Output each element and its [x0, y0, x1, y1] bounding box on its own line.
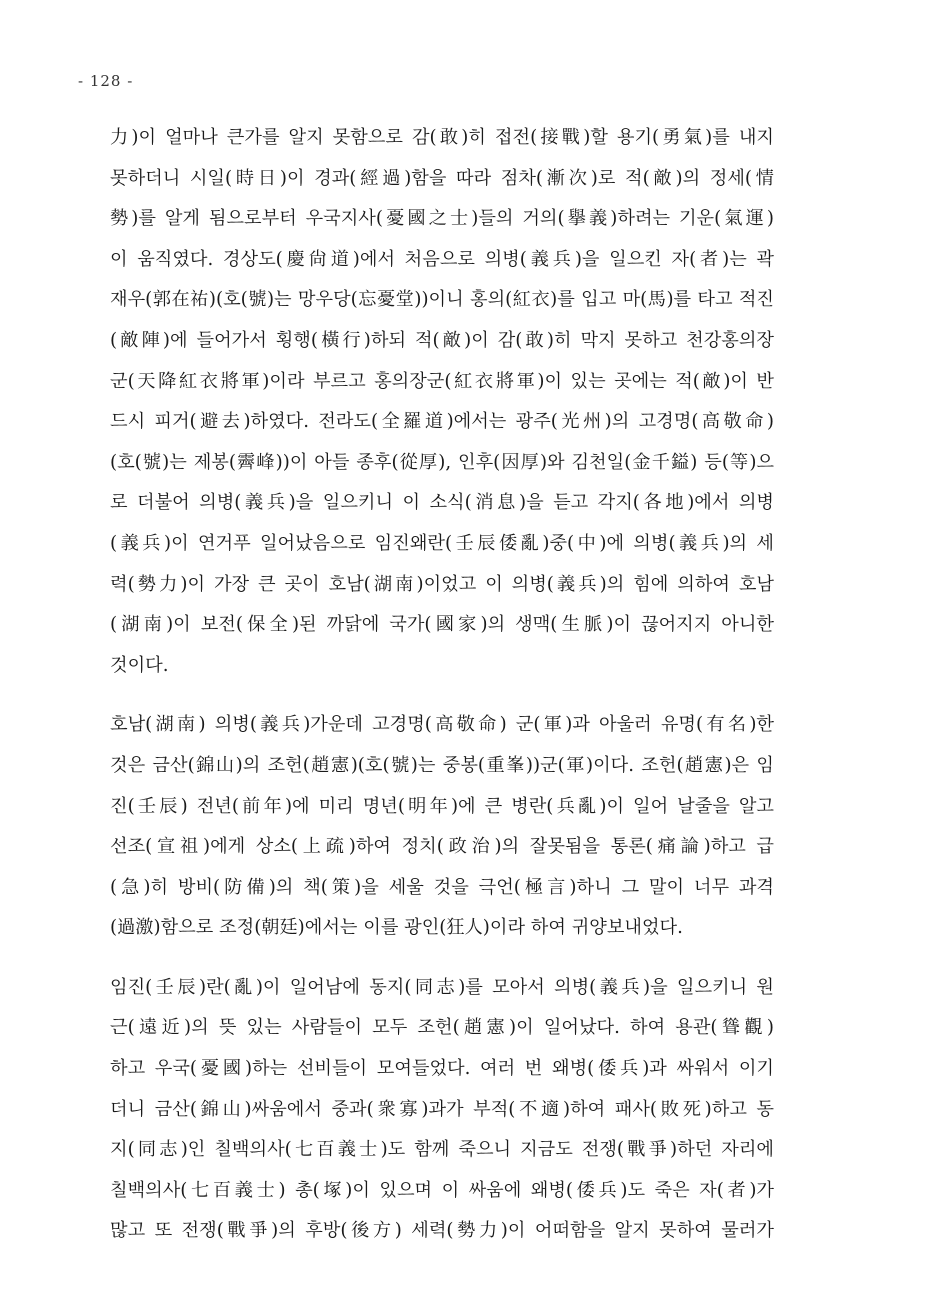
text-line: (義兵)이 연거푸 일어났음으로 임진왜란(壬辰倭亂)중(中)에 의병(義兵)의 세	[110, 532, 774, 554]
text-line: 하고 우국(憂國)하는 선비들이 모여들었다. 여러 번 왜병(倭兵)과 싸워서 이기	[110, 1058, 774, 1080]
text-line: 것이다.	[110, 654, 169, 676]
text-line: 勢)를 알게 됨으로부터 우국지사(憂國之士)들의 거의(擧義)하려는 기운(氣運)	[110, 208, 774, 230]
text-line: 재우(郭在祐)(호(號)는 망우당(忘憂堂))이니 홍의(紅衣)를 입고 마(馬)를 타고 적진	[110, 289, 774, 311]
paragraph	[110, 118, 774, 686]
text-line: (過激)함으로 조정(朝廷)에서는 이를 광인(狂人)이라 하여 귀양보내었다.	[110, 917, 683, 939]
text-line: 이 움직였다. 경상도(慶尙道)에서 처음으로 의병(義兵)을 일으킨 자(者)는 곽	[110, 248, 774, 270]
text-line: 칠백의사(七百義士) 총(塚)이 있으며 이 싸움에 왜병(倭兵)도 죽은 자(者)가	[110, 1179, 774, 1201]
text-line: 군(天降紅衣將軍)이라 부르고 홍의장군(紅衣將軍)이 있는 곳에는 적(敵)이 반	[110, 370, 774, 392]
text-line: (急)히 방비(防備)의 책(策)을 세울 것을 극언(極言)하니 그 말이 너무 과격	[110, 876, 774, 898]
text-line: 력(勢力)이 가장 큰 곳이 호남(湖南)이었고 이 의병(義兵)의 힘에 의하여 호남	[110, 573, 774, 595]
text-line: 지(同志)인 칠백의사(七百義士)도 함께 죽으니 지금도 전쟁(戰爭)하던 자리에	[110, 1139, 774, 1161]
page-number: - 128 -	[78, 72, 134, 90]
text-line: (湖南)이 보전(保全)된 까닭에 국가(國家)의 생맥(生脈)이 끊어지지 아니한	[110, 614, 774, 636]
text-line: 것은 금산(錦山)의 조헌(趙憲)(호(號)는 중봉(重峯))군(軍)이다. 조헌(趙憲)은 임	[110, 754, 774, 776]
text-line: 드시 피거(避去)하였다. 전라도(全羅道)에서는 광주(光州)의 고경명(高敬命)	[110, 411, 774, 433]
text-line: 임진(壬辰)란(亂)이 일어남에 동지(同志)를 모아서 의병(義兵)을 일으키니 원	[110, 976, 774, 998]
text-line: 力)이 얼마나 큰가를 알지 못함으로 감(敢)히 접전(接戰)할 용기(勇氣)를 내지	[110, 127, 774, 148]
text-line: (敵陣)에 들어가서 횡행(橫行)하되 적(敵)이 감(敢)히 막지 못하고 천강홍의장	[110, 329, 774, 351]
text-line: 진(壬辰) 전년(前年)에 미리 명년(明年)에 큰 병란(兵亂)이 일어 날줄을 알고	[110, 795, 774, 817]
body-text	[110, 118, 774, 1271]
text-line: 못하더니 시일(時日)이 경과(經過)함을 따라 점차(漸次)로 적(敵)의 정세(情	[110, 167, 774, 189]
text-line: 많고 또 전쟁(戰爭)의 후방(後方) 세력(勢力)이 어떠함을 알지 못하여 물러가	[110, 1220, 774, 1242]
paragraph	[110, 968, 774, 1252]
text-line: 선조(宣祖)에게 상소(上疏)하여 정치(政治)의 잘못됨을 통론(痛論)하고 급	[110, 836, 774, 858]
text-line: (호(號)는 제봉(霽峰))이 아들 종후(從厚), 인후(因厚)와 김천일(金千鎰) 등(等)으	[110, 451, 774, 473]
text-line: 더니 금산(錦山)싸움에서 중과(衆寡)과가 부적(不適)하여 패사(敗死)하고 동	[110, 1098, 774, 1120]
text-line: 로 더불어 의병(義兵)을 일으키니 이 소식(消息)을 듣고 각지(各地)에서 의병	[110, 492, 774, 514]
paragraph	[110, 705, 774, 949]
text-line: 근(遠近)의 뜻 있는 사람들이 모두 조헌(趙憲)이 일어났다. 하여 용관(聳觀)	[110, 1017, 774, 1039]
text-line: 호남(湖南) 의병(義兵)가운데 고경명(高敬命) 군(軍)과 아울러 유명(有名)한	[110, 714, 774, 736]
